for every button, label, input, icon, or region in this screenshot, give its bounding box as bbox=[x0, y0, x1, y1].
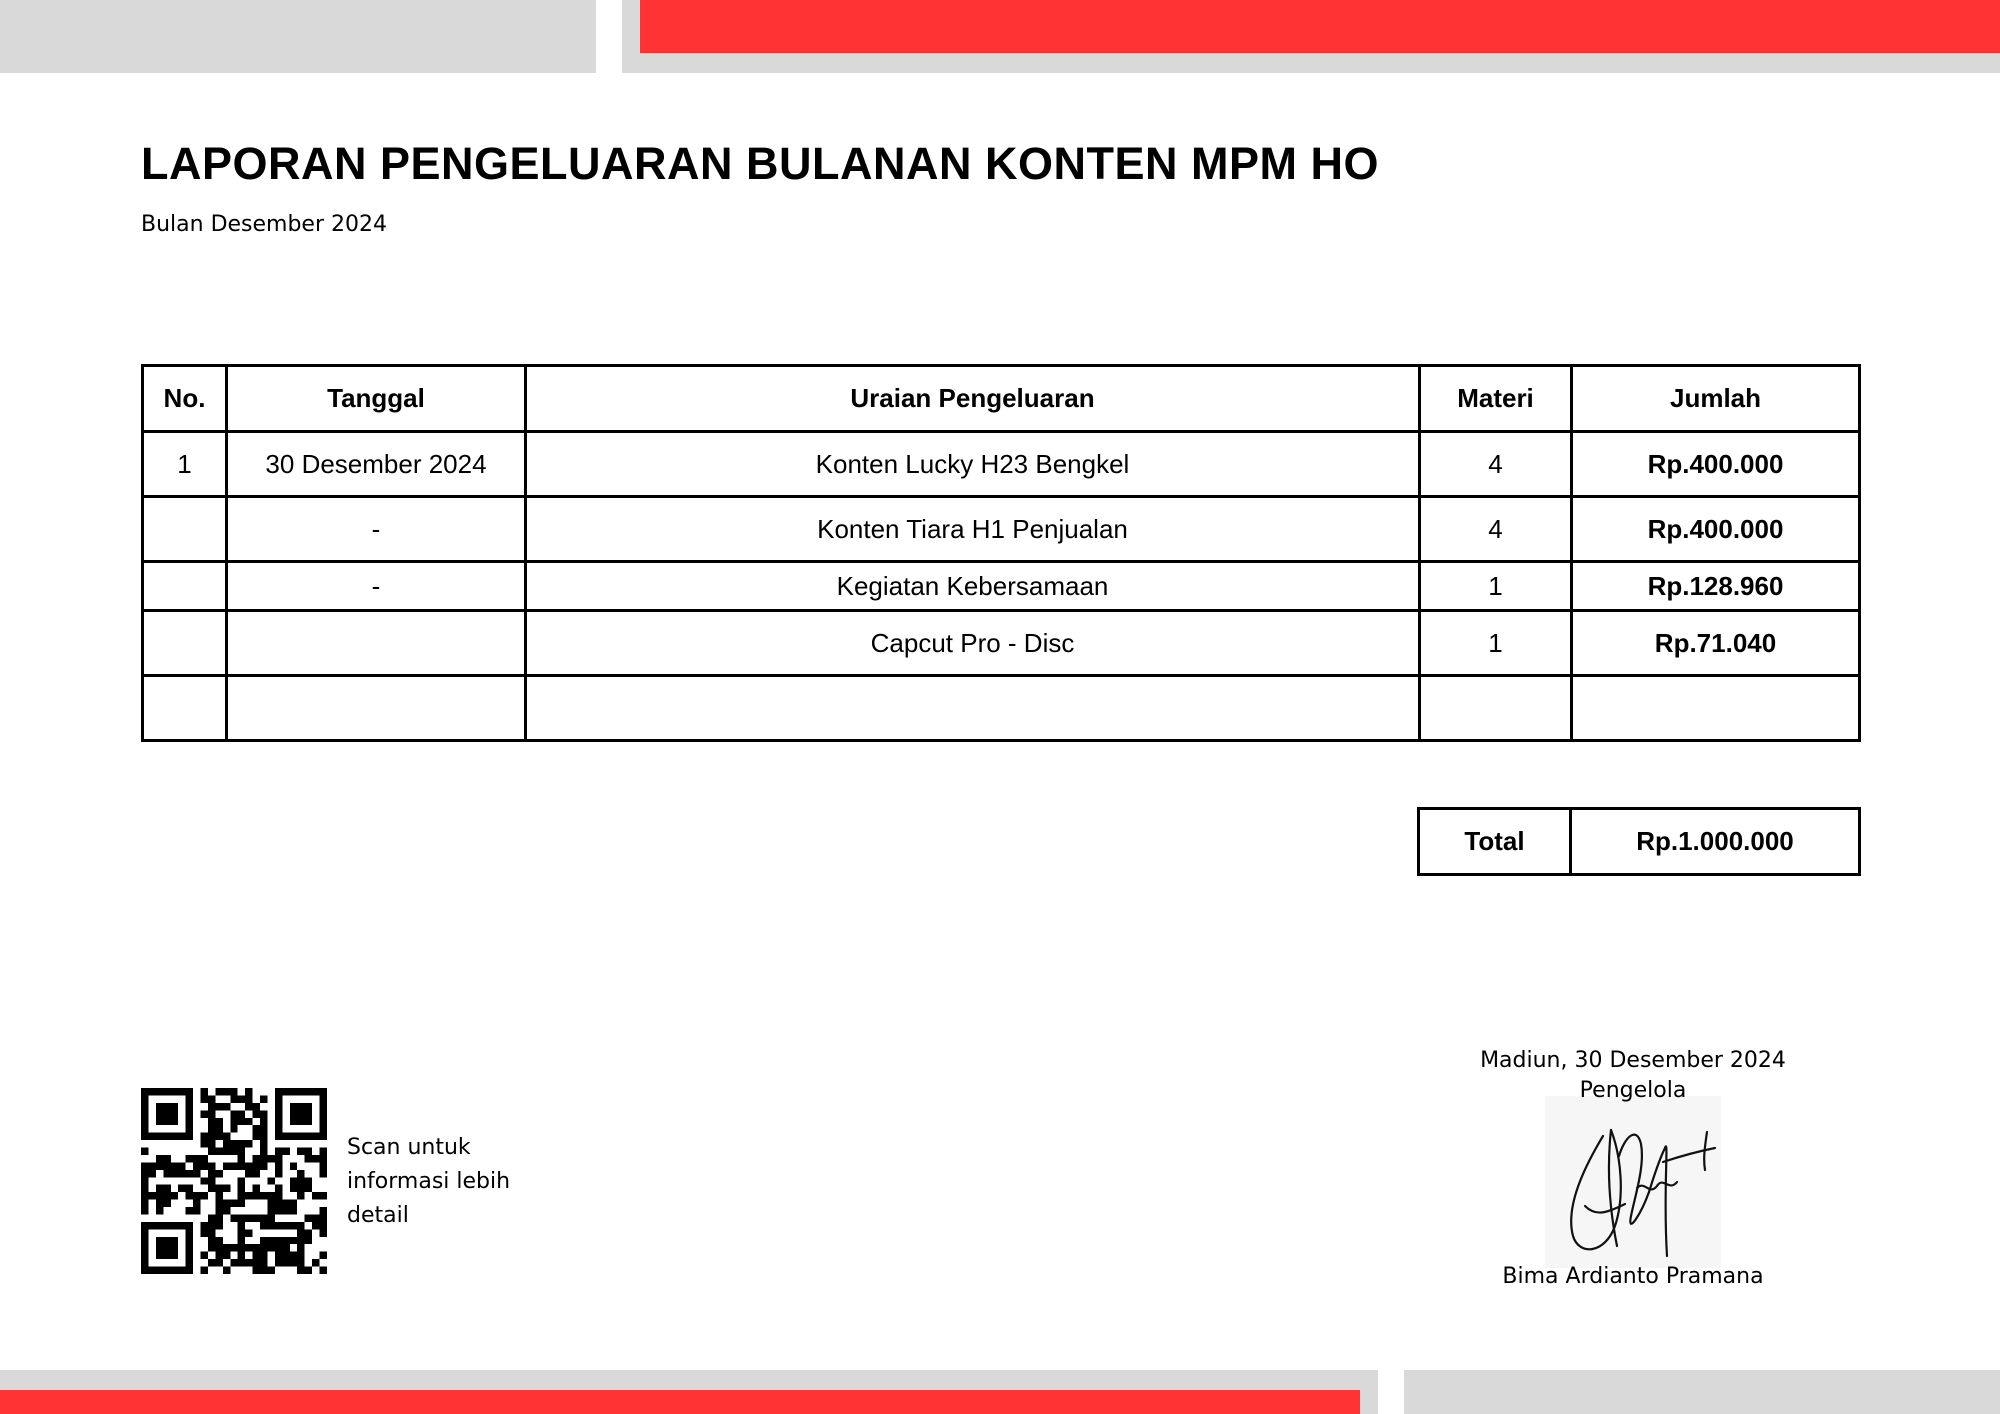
cell-no bbox=[143, 676, 227, 741]
top-left-band bbox=[0, 0, 596, 73]
cell-amount: Rp.71.040 bbox=[1572, 611, 1860, 676]
cell-no bbox=[143, 611, 227, 676]
report-title: LAPORAN PENGELUARAN BULANAN KONTEN MPM HO bbox=[141, 138, 1379, 189]
table-row bbox=[143, 562, 1860, 611]
table-header-row bbox=[143, 366, 1860, 432]
table-row bbox=[143, 497, 1860, 562]
report-period: Bulan Desember 2024 bbox=[141, 212, 387, 237]
table-row bbox=[143, 432, 1860, 497]
cell-amount: Rp.400.000 bbox=[1572, 432, 1860, 497]
total-row bbox=[1419, 809, 1860, 875]
cell-amount: Rp.128.960 bbox=[1572, 562, 1860, 611]
cell-date bbox=[227, 611, 526, 676]
cell-date: - bbox=[227, 562, 526, 611]
col-header-amount: Jumlah bbox=[1572, 366, 1860, 432]
cell-description: Capcut Pro - Disc bbox=[526, 611, 1420, 676]
total-table bbox=[1417, 807, 1861, 876]
qr-caption: Scan untuk informasi lebih detail bbox=[347, 1135, 511, 1228]
signature-name: Bima Ardianto Pramana bbox=[1502, 1264, 1764, 1289]
cell-qty: 4 bbox=[1420, 497, 1572, 562]
cell-description bbox=[526, 676, 1420, 741]
cell-amount: Rp.400.000 bbox=[1572, 497, 1860, 562]
expense-table bbox=[141, 364, 1861, 742]
col-header-description: Uraian Pengeluaran bbox=[526, 366, 1420, 432]
table-row bbox=[143, 611, 1860, 676]
cell-description: Konten Lucky H23 Bengkel bbox=[526, 432, 1420, 497]
signature-role: Pengelola bbox=[1579, 1078, 1687, 1103]
signature-place-date: Madiun, 30 Desember 2024 bbox=[1480, 1048, 1786, 1073]
total-value: Rp.1.000.000 bbox=[1571, 809, 1860, 875]
cell-no bbox=[143, 562, 227, 611]
cell-qty: 4 bbox=[1420, 432, 1572, 497]
cell-description: Konten Tiara H1 Penjualan bbox=[526, 497, 1420, 562]
total-label: Total bbox=[1419, 809, 1571, 875]
col-header-no: No. bbox=[143, 366, 227, 432]
bottom-right-band bbox=[1404, 1370, 2000, 1414]
cell-amount bbox=[1572, 676, 1860, 741]
signature-block bbox=[1440, 1046, 1826, 1292]
cell-qty: 1 bbox=[1420, 611, 1572, 676]
cell-qty bbox=[1420, 676, 1572, 741]
cell-date bbox=[227, 676, 526, 741]
cell-no: 1 bbox=[143, 432, 227, 497]
cell-no bbox=[143, 497, 227, 562]
top-red-stripe bbox=[640, 0, 2000, 53]
cell-qty: 1 bbox=[1420, 562, 1572, 611]
cell-date: 30 Desember 2024 bbox=[227, 432, 526, 497]
cell-description: Kegiatan Kebersamaan bbox=[526, 562, 1420, 611]
qr-code-icon bbox=[141, 1088, 327, 1274]
col-header-date: Tanggal bbox=[227, 366, 526, 432]
cell-date: - bbox=[227, 497, 526, 562]
table-row bbox=[143, 676, 1860, 741]
bottom-red-stripe bbox=[0, 1390, 1360, 1414]
signature-icon bbox=[1545, 1096, 1721, 1268]
col-header-qty: Materi bbox=[1420, 366, 1572, 432]
